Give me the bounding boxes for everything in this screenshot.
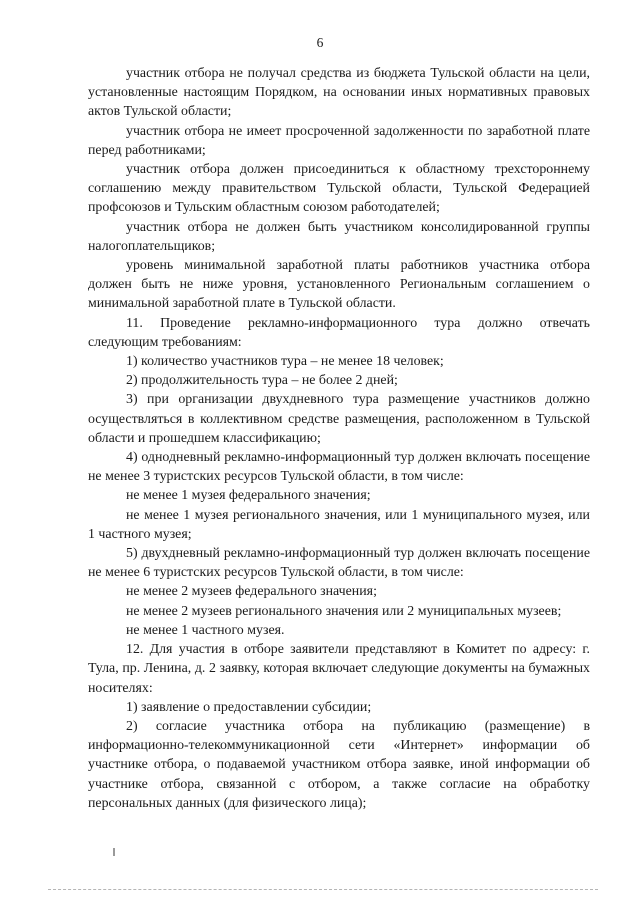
list-item: 3) при организации двухдневного тура размещение участников должно осуществляться в коллективном средстве размещения, расположенном в Тульской области и прошедшем классификацию; — [88, 392, 590, 446]
section-paragraph: 11. Проведение рекламно-информационного тура должно отвечать следующим требованиям: — [88, 315, 590, 350]
scan-artifact — [113, 848, 115, 856]
list-item: 2) согласие участника отбора на публикацию (размещение) в информационно-телекоммуникационной сети «Интернет» информации об участнике отбора, о подаваемой участником отбора заявке, иной информации об участнике отбора, связанной с отбором, а также согласие на обработку персональных данных (для физического лица); — [88, 718, 590, 811]
paragraph: участник отбора не должен быть участником консолидированной группы налогоплательщиков; — [88, 219, 590, 254]
document-body — [88, 64, 590, 813]
paragraph: не менее 1 частного музея. — [126, 622, 285, 638]
paragraph: уровень минимальной заработной платы работников участника отбора должен быть не ниже уровня, установленного Региональным соглашением о минимальной заработной плате в Тульской области. — [88, 258, 590, 312]
bottom-dashed-rule — [48, 889, 598, 890]
paragraph: участник отбора не получал средства из бюджета Тульской области на цели, установленные настоящим Порядком, на основании иных нормативных правовых актов Тульской области; — [88, 66, 590, 120]
list-item: 4) однодневный рекламно-информационный тур должен включать посещение не менее 3 туристских ресурсов Тульской области, в том числе: — [88, 450, 590, 485]
page-number: 6 — [316, 35, 324, 50]
paragraph: не менее 1 музея федерального значения; — [126, 488, 371, 504]
section-paragraph: 12. Для участия в отборе заявители представляют в Комитет по адресу: г. Тула, пр. Ленина, д. 2 заявку, которая включает следующие документы на бумажных носителях: — [88, 642, 590, 696]
list-item: 1) заявление о предоставлении субсидии; — [126, 699, 372, 715]
paragraph: участник отбора не имеет просроченной задолженности по заработной плате перед работниками; — [88, 123, 590, 158]
paragraph: не менее 2 музеев регионального значения или 2 муниципальных музеев; — [126, 603, 562, 619]
paragraph: не менее 1 музея регионального значения, или 1 муниципального музея, или 1 частного музея; — [88, 507, 590, 542]
list-item: 5) двухдневный рекламно-информационный тур должен включать посещение не менее 6 туристских ресурсов Тульской области, в том числе: — [88, 546, 590, 581]
paragraph: участник отбора должен присоединиться к областному трехстороннему соглашению между правительством Тульской области, Тульской Федерацией профсоюзов и Тульским областным союзом работодателей; — [88, 162, 590, 216]
paragraph: не менее 2 музеев федерального значения; — [126, 584, 377, 600]
list-item: 2) продолжительность тура – не более 2 дней; — [126, 373, 398, 389]
list-item: 1) количество участников тура – не менее 18 человек; — [126, 354, 444, 370]
